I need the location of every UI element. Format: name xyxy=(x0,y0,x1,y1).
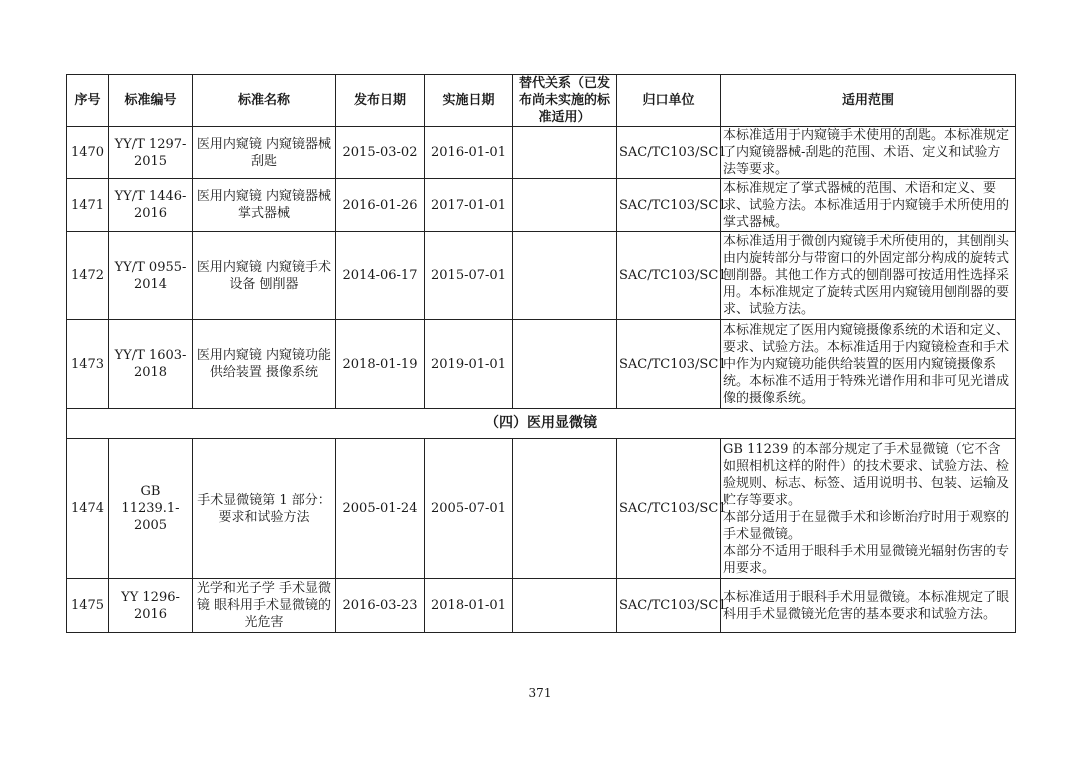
cell-replace xyxy=(513,320,617,409)
scope-text: 本标准适用于微创内窥镜手术所使用的，其刨削头由内旋转部分与带窗口的外固定部分构成的旋转式刨削器。其他工作方式的刨削器可按适用性选择采用。本标准规定了旋转式医用内窥镜用刨削器的要求、试验方法。 xyxy=(723,234,1010,317)
header-unit: 归口单位 xyxy=(617,75,721,127)
cell-no: 1474 xyxy=(67,439,109,579)
table-row xyxy=(67,127,1016,179)
cell-replace xyxy=(513,579,617,633)
cell-scope xyxy=(721,439,1016,579)
cell-publish: 2016-01-26 xyxy=(336,179,425,232)
scope-text: 本标准规定了掌式器械的范围、术语和定义、要求、试验方法。本标准适用于内窥镜手术所使用的掌式器械。 xyxy=(723,180,1010,230)
header-row xyxy=(67,75,1016,127)
table-row xyxy=(67,439,1016,579)
table-row xyxy=(67,232,1016,320)
table-row xyxy=(67,320,1016,409)
cell-effective: 2005-07-01 xyxy=(425,439,513,579)
cell-code: YY 1296-2016 xyxy=(109,579,193,633)
section-title: （四）医用显微镜 xyxy=(67,409,1016,439)
cell-name: 手术显微镜第 1 部分：要求和试验方法 xyxy=(193,439,336,579)
cell-unit: SAC/TC103/SC1 xyxy=(617,127,721,179)
cell-scope xyxy=(721,232,1016,320)
cell-no: 1475 xyxy=(67,579,109,633)
cell-effective: 2019-01-01 xyxy=(425,320,513,409)
cell-no: 1472 xyxy=(67,232,109,320)
header-code: 标准编号 xyxy=(109,75,193,127)
cell-code: YY/T 0955-2014 xyxy=(109,232,193,320)
section-row xyxy=(67,409,1016,439)
cell-replace xyxy=(513,439,617,579)
cell-unit: SAC/TC103/SC1 xyxy=(617,439,721,579)
cell-no: 1471 xyxy=(67,179,109,232)
cell-scope xyxy=(721,179,1016,232)
scope-text: 本部分适用于在显微手术和诊断治疗时用于观察的手术显微镜。 xyxy=(723,509,1010,542)
cell-unit: SAC/TC103/SC1 xyxy=(617,179,721,232)
cell-code: YY/T 1297-2015 xyxy=(109,127,193,179)
cell-no: 1470 xyxy=(67,127,109,179)
header-replace: 替代关系（已发布尚未实施的标准适用） xyxy=(513,75,617,127)
scope-text: GB 11239 的本部分规定了手术显微镜（它不含如照相机这样的附件）的技术要求、试验方法、检验规则、标志、标签、适用说明书、包装、运输及贮存等要求。 xyxy=(723,441,1010,508)
cell-unit: SAC/TC103/SC1 xyxy=(617,579,721,633)
cell-code: GB 11239.1-2005 xyxy=(109,439,193,579)
cell-scope xyxy=(721,579,1016,633)
cell-name: 医用内窥镜 内窥镜器械 掌式器械 xyxy=(193,179,336,232)
cell-publish: 2015-03-02 xyxy=(336,127,425,179)
header-no: 序号 xyxy=(67,75,109,127)
header-effective: 实施日期 xyxy=(425,75,513,127)
page-number: 371 xyxy=(528,686,552,700)
scope-text: 本部分不适用于眼科手术用显微镜光辐射伤害的专用要求。 xyxy=(723,543,1010,576)
cell-unit: SAC/TC103/SC1 xyxy=(617,320,721,409)
header-publish: 发布日期 xyxy=(336,75,425,127)
cell-name: 医用内窥镜 内窥镜器械 刮匙 xyxy=(193,127,336,179)
cell-name: 光学和光子学 手术显微镜 眼科用手术显微镜的光危害 xyxy=(193,579,336,633)
cell-replace xyxy=(513,127,617,179)
scope-text: 本标准适用于眼科手术用显微镜。本标准规定了眼科用手术显微镜光危害的基本要求和试验方法。 xyxy=(723,589,1010,622)
cell-replace xyxy=(513,179,617,232)
cell-publish: 2014-06-17 xyxy=(336,232,425,320)
table-row xyxy=(67,579,1016,633)
scope-text: 本标准规定了医用内窥镜摄像系统的术语和定义、要求、试验方法。本标准适用于内窥镜检查和手术中作为内窥镜功能供给装置的医用内窥镜摄像系统。本标准不适用于特殊光谱作用和非可见光谱成像的摄像系统。 xyxy=(723,322,1010,406)
cell-effective: 2015-07-01 xyxy=(425,232,513,320)
cell-effective: 2016-01-01 xyxy=(425,127,513,179)
header-scope: 适用范围 xyxy=(721,75,1016,127)
cell-scope xyxy=(721,127,1016,179)
cell-replace xyxy=(513,232,617,320)
scope-text: 本标准适用于内窥镜手术使用的刮匙。本标准规定了内窥镜器械-刮匙的范围、术语、定义和试验方法等要求。 xyxy=(723,128,1010,177)
cell-effective: 2017-01-01 xyxy=(425,179,513,232)
cell-name: 医用内窥镜 内窥镜功能供给装置 摄像系统 xyxy=(193,320,336,409)
standards-table xyxy=(66,74,1016,633)
cell-publish: 2005-01-24 xyxy=(336,439,425,579)
cell-scope xyxy=(721,320,1016,409)
cell-code: YY/T 1603-2018 xyxy=(109,320,193,409)
cell-no: 1473 xyxy=(67,320,109,409)
cell-code: YY/T 1446-2016 xyxy=(109,179,193,232)
cell-publish: 2018-01-19 xyxy=(336,320,425,409)
cell-effective: 2018-01-01 xyxy=(425,579,513,633)
cell-publish: 2016-03-23 xyxy=(336,579,425,633)
header-name: 标准名称 xyxy=(193,75,336,127)
cell-name: 医用内窥镜 内窥镜手术设备 刨削器 xyxy=(193,232,336,320)
cell-unit: SAC/TC103/SC1 xyxy=(617,232,721,320)
table-row xyxy=(67,179,1016,232)
